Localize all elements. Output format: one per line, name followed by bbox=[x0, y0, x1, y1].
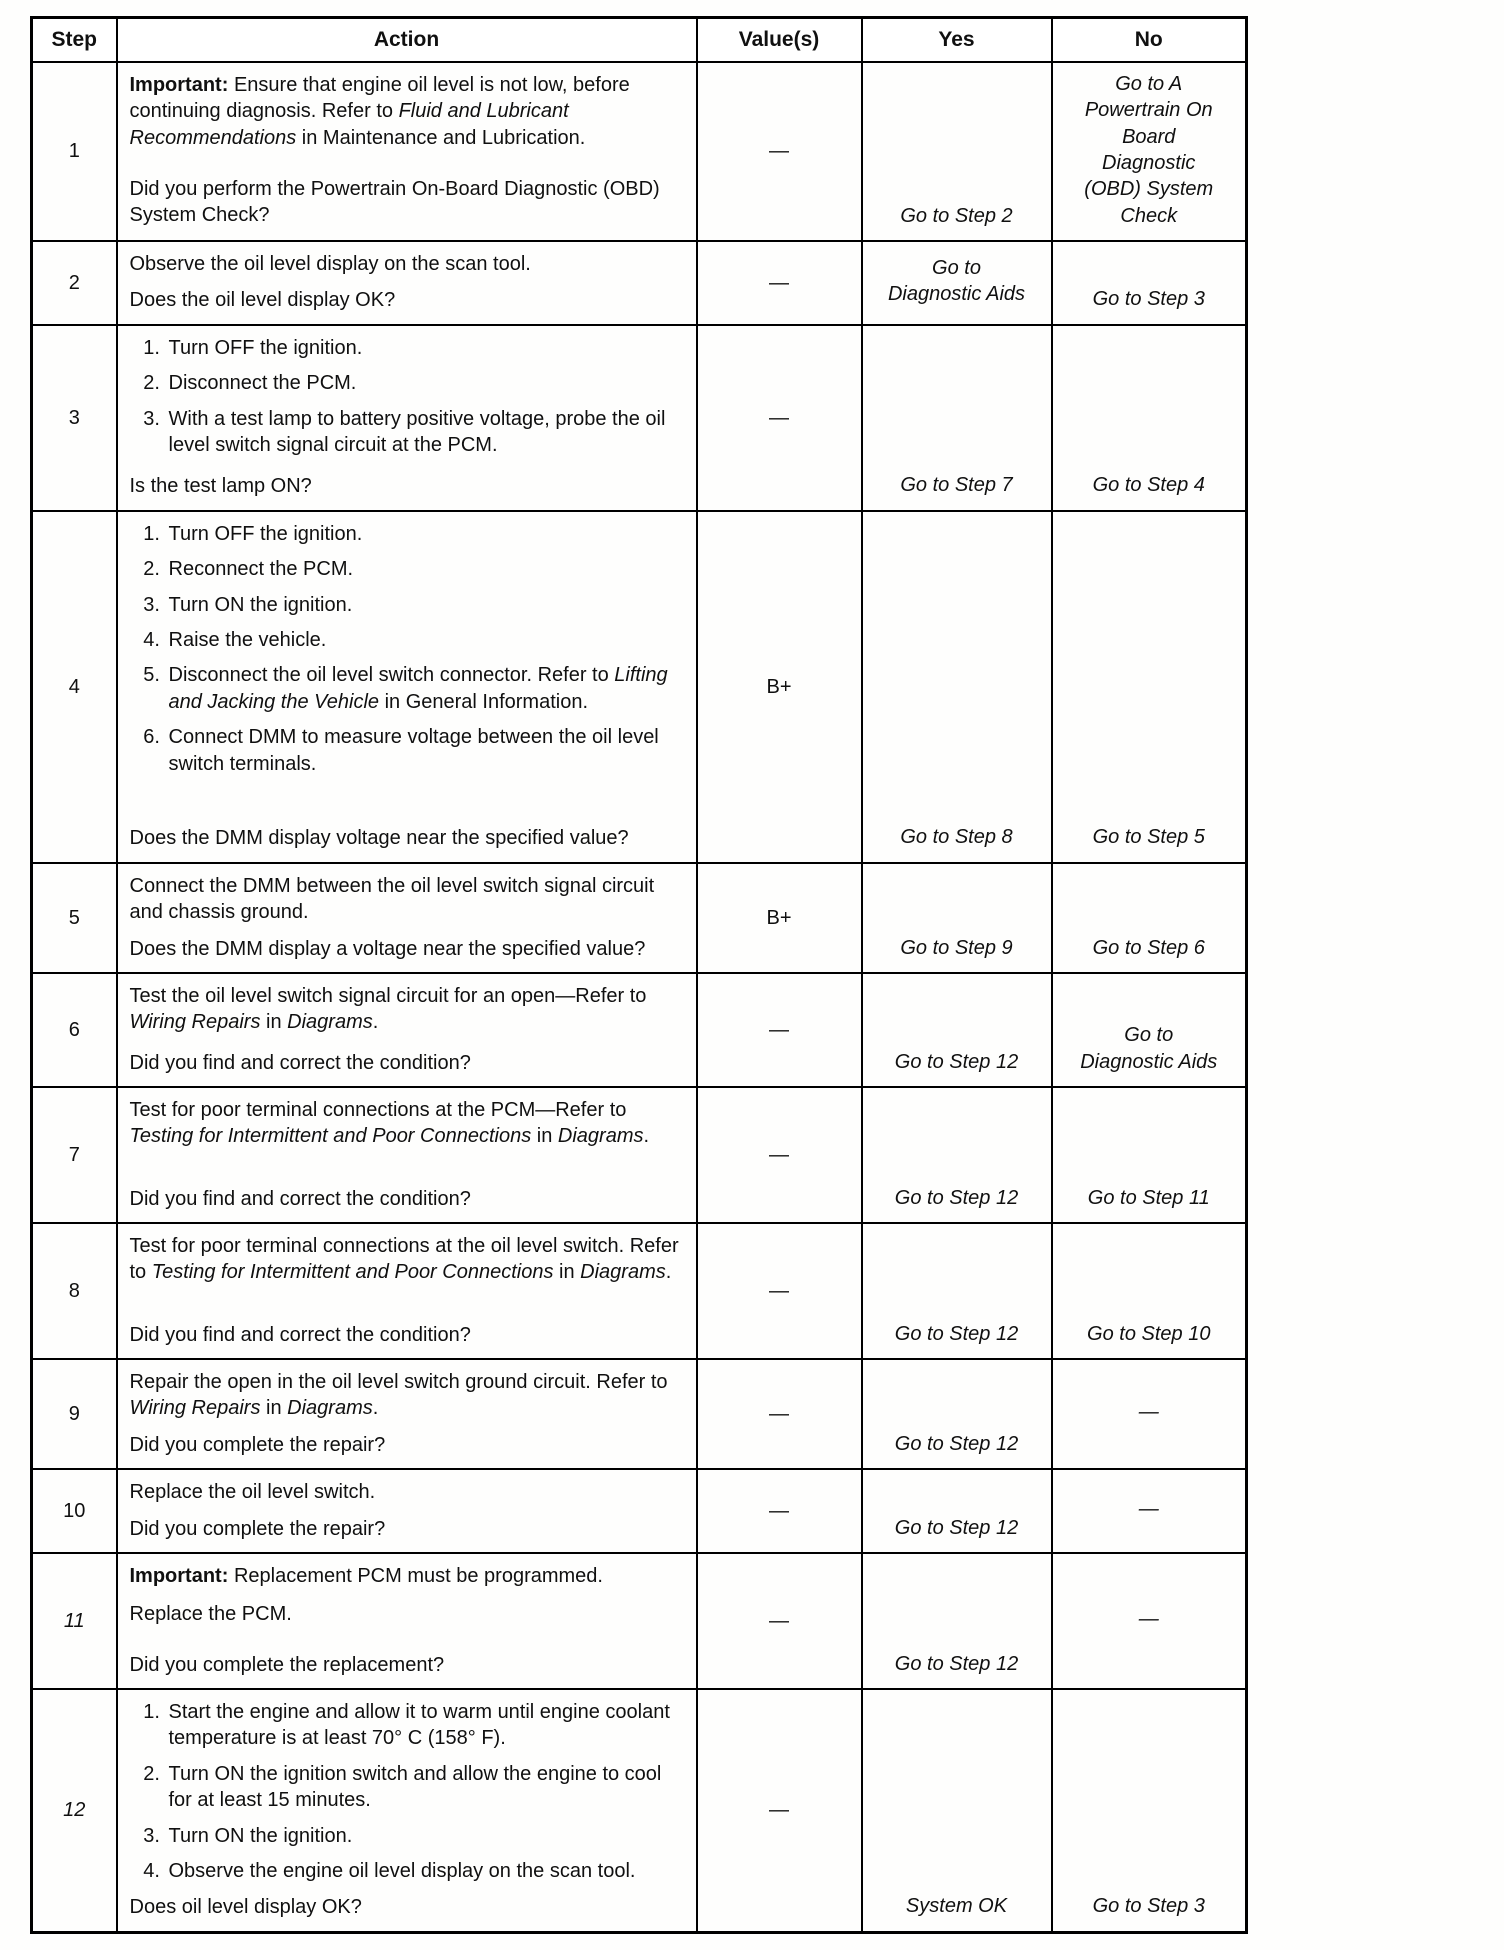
step-cell: 7 bbox=[32, 1087, 117, 1223]
step-cell: 9 bbox=[32, 1359, 117, 1469]
action-list-item: 2. Disconnect the PCM. bbox=[166, 370, 684, 396]
action-list-item: 4. Raise the vehicle. bbox=[166, 627, 684, 653]
table-row bbox=[32, 511, 1247, 863]
yes-text: Go to Diagnostic Aids bbox=[887, 257, 1026, 306]
no-cell: Go to Step 3 bbox=[1052, 1689, 1247, 1932]
no-cell: Go to Step 11 bbox=[1052, 1087, 1247, 1223]
yes-cell: Go to Step 8 bbox=[862, 511, 1052, 863]
col-header-no: No bbox=[1052, 18, 1247, 62]
action-list-item: 1. Start the engine and allow it to warm until engine coolant temperature is at least 70° C (158° F). bbox=[166, 1699, 684, 1752]
step-cell: 6 bbox=[32, 973, 117, 1087]
no-cell: Go to Step 5 bbox=[1052, 511, 1247, 863]
action-text-segment: . bbox=[665, 1261, 672, 1284]
italic-reference: Fluid and Lubricant Recommendations bbox=[129, 100, 569, 149]
table-row bbox=[32, 241, 1247, 325]
value-cell: — bbox=[697, 973, 862, 1087]
question-text: Is the test lamp ON? bbox=[129, 475, 312, 498]
yes-cell: Go to Step 2 bbox=[862, 62, 1052, 241]
question-text: Did you complete the replacement? bbox=[129, 1653, 445, 1676]
yes-cell: Go to Step 12 bbox=[862, 1087, 1052, 1223]
table-row bbox=[32, 973, 1247, 1087]
no-cell: Go to Step 3 bbox=[1052, 241, 1247, 325]
action-cell bbox=[117, 1469, 697, 1553]
yes-cell: Go to Step 12 bbox=[862, 1553, 1052, 1689]
action-cell bbox=[117, 325, 697, 511]
table-row bbox=[32, 1689, 1247, 1932]
action-text: Observe the oil level display on the scan tool. bbox=[129, 253, 531, 276]
table-row bbox=[32, 1553, 1247, 1689]
action-cell bbox=[117, 1689, 697, 1932]
action-cell bbox=[117, 1553, 697, 1689]
italic-reference: Diagrams bbox=[287, 1397, 373, 1420]
value-cell: — bbox=[697, 1223, 862, 1359]
italic-reference: Testing for Intermittent and Poor Connections bbox=[129, 1125, 532, 1148]
no-cell: Go to Step 4 bbox=[1052, 325, 1247, 511]
table-row bbox=[32, 1223, 1247, 1359]
value-cell: — bbox=[697, 62, 862, 241]
action-cell bbox=[117, 973, 697, 1087]
action-text-segment: in Maintenance and Lubrication. bbox=[296, 126, 586, 149]
action-list-item: 2. Reconnect the PCM. bbox=[166, 556, 684, 582]
no-cell: Go to Step 10 bbox=[1052, 1223, 1247, 1359]
action-text-segment: Test for poor terminal connections at the oil level switch. Refer to bbox=[129, 1235, 679, 1284]
table-row bbox=[32, 1469, 1247, 1553]
value-cell: — bbox=[697, 1689, 862, 1932]
table-row bbox=[32, 1359, 1247, 1469]
value-cell: — bbox=[697, 1359, 862, 1469]
question-text: Does the DMM display a voltage near the specified value? bbox=[129, 937, 646, 960]
no-cell: — bbox=[1052, 1469, 1247, 1553]
question-text: Did you find and correct the condition? bbox=[129, 1051, 471, 1074]
italic-reference: Wiring Repairs bbox=[129, 1397, 261, 1420]
action-text-segment: Test for poor terminal connections at the PCM—Refer to bbox=[129, 1099, 627, 1122]
action-text-segment: in General Information. bbox=[379, 690, 589, 713]
yes-cell: Go to Step 7 bbox=[862, 325, 1052, 511]
yes-cell: System OK bbox=[862, 1689, 1052, 1932]
action-text bbox=[130, 1369, 684, 1422]
action-text bbox=[130, 1233, 684, 1286]
step-cell: 3 bbox=[32, 325, 117, 511]
no-cell bbox=[1052, 62, 1247, 241]
yes-cell: Go to Step 12 bbox=[862, 1223, 1052, 1359]
no-cell: Go to Step 6 bbox=[1052, 863, 1247, 973]
no-cell: — bbox=[1052, 1359, 1247, 1469]
question-text: Does the DMM display voltage near the specified value? bbox=[129, 827, 629, 850]
action-list-item: 3. Turn ON the ignition. bbox=[166, 1823, 684, 1849]
action-text: Replace the oil level switch. bbox=[129, 1481, 376, 1504]
no-text: Go to A Powertrain On Board Diagnostic (OBD) System Check bbox=[1084, 72, 1214, 227]
value-cell: B+ bbox=[697, 511, 862, 863]
action-list-item bbox=[166, 662, 684, 715]
table-header-row bbox=[32, 18, 1247, 62]
question-text: Did you find and correct the condition? bbox=[129, 1323, 471, 1346]
action-text-segment: in bbox=[260, 1397, 288, 1420]
important-label: Important: bbox=[129, 73, 229, 96]
action-text: Connect the DMM between the oil level switch signal circuit and chassis ground. bbox=[129, 874, 655, 924]
no-cell bbox=[1052, 973, 1247, 1087]
value-cell: — bbox=[697, 325, 862, 511]
yes-cell: Go to Step 12 bbox=[862, 973, 1052, 1087]
diagnostic-table bbox=[30, 16, 1248, 1934]
action-list-item: 6. Connect DMM to measure voltage between the oil level switch terminals. bbox=[166, 724, 684, 777]
no-cell: — bbox=[1052, 1553, 1247, 1689]
italic-reference: Diagrams bbox=[580, 1261, 666, 1284]
value-cell: B+ bbox=[697, 863, 862, 973]
action-list-item: 4. Observe the engine oil level display on the scan tool. bbox=[166, 1858, 684, 1884]
step-cell: 12 bbox=[32, 1689, 117, 1932]
step-cell: 5 bbox=[32, 863, 117, 973]
action-cell bbox=[117, 62, 697, 241]
table-row bbox=[32, 863, 1247, 973]
value-cell: — bbox=[697, 1087, 862, 1223]
table-row bbox=[32, 62, 1247, 241]
yes-cell bbox=[862, 241, 1052, 325]
action-text bbox=[130, 983, 684, 1036]
action-text-segment: . bbox=[372, 1011, 379, 1034]
yes-cell: Go to Step 12 bbox=[862, 1469, 1052, 1553]
action-text: Replace the PCM. bbox=[129, 1603, 292, 1626]
no-text: Go to Diagnostic Aids bbox=[1080, 1024, 1218, 1073]
action-text-segment: Test the oil level switch signal circuit for an open—Refer to bbox=[129, 985, 647, 1008]
action-list bbox=[130, 521, 684, 777]
value-cell: — bbox=[697, 1553, 862, 1689]
action-cell bbox=[117, 1359, 697, 1469]
col-header-action: Action bbox=[117, 18, 697, 62]
col-header-values: Value(s) bbox=[697, 18, 862, 62]
yes-cell: Go to Step 9 bbox=[862, 863, 1052, 973]
question-text: Does oil level display OK? bbox=[129, 1896, 362, 1919]
italic-reference: Diagrams bbox=[287, 1011, 373, 1034]
question-text: Did you perform the Powertrain On-Board Diagnostic (OBD) System Check? bbox=[129, 177, 660, 227]
action-text-segment: Ensure that engine oil level is not low, before continuing diagnosis. Refer to bbox=[129, 73, 630, 123]
action-text-segment: in bbox=[553, 1261, 581, 1284]
step-cell: 10 bbox=[32, 1469, 117, 1553]
col-header-step: Step bbox=[32, 18, 117, 62]
action-text-segment: . bbox=[643, 1125, 650, 1148]
action-text bbox=[130, 1563, 684, 1589]
question-text: Did you complete the repair? bbox=[129, 1433, 386, 1456]
yes-cell: Go to Step 12 bbox=[862, 1359, 1052, 1469]
table-row bbox=[32, 1087, 1247, 1223]
action-list-item: 1. Turn OFF the ignition. bbox=[166, 521, 684, 547]
value-cell: — bbox=[697, 1469, 862, 1553]
value-cell: — bbox=[697, 241, 862, 325]
action-text bbox=[130, 72, 684, 151]
step-cell: 2 bbox=[32, 241, 117, 325]
question-text: Did you complete the repair? bbox=[129, 1517, 386, 1540]
italic-reference: Diagrams bbox=[557, 1125, 644, 1148]
action-list-item: 2. Turn ON the ignition switch and allow the engine to cool for at least 15 minutes. bbox=[166, 1761, 684, 1814]
action-text-segment: Repair the open in the oil level switch ground circuit. Refer to bbox=[129, 1371, 668, 1394]
question-text: Did you find and correct the condition? bbox=[129, 1187, 471, 1210]
action-text-segment: Replacement PCM must be programmed. bbox=[228, 1564, 603, 1587]
step-cell: 4 bbox=[32, 511, 117, 863]
action-list bbox=[130, 1699, 684, 1884]
italic-reference: Testing for Intermittent and Poor Connections bbox=[151, 1261, 554, 1284]
action-cell bbox=[117, 1223, 697, 1359]
action-list-item: 3. Turn ON the ignition. bbox=[166, 592, 684, 618]
step-cell: 1 bbox=[32, 62, 117, 241]
action-list bbox=[130, 335, 684, 459]
col-header-yes: Yes bbox=[862, 18, 1052, 62]
action-cell bbox=[117, 863, 697, 973]
question-text: Does the oil level display OK? bbox=[129, 289, 396, 312]
action-text bbox=[130, 1097, 684, 1150]
step-cell: 11 bbox=[32, 1553, 117, 1689]
action-text-segment: in bbox=[260, 1011, 288, 1034]
italic-reference: Lifting and Jacking the Vehicle bbox=[168, 664, 668, 713]
step-cell: 8 bbox=[32, 1223, 117, 1359]
action-text-segment: in bbox=[531, 1125, 558, 1148]
table-row bbox=[32, 325, 1247, 511]
action-list-item: 1. Turn OFF the ignition. bbox=[166, 335, 684, 361]
action-text-segment: Disconnect the oil level switch connector. Refer to bbox=[168, 664, 615, 687]
action-cell bbox=[117, 241, 697, 325]
action-text-segment: . bbox=[372, 1397, 379, 1420]
action-cell bbox=[117, 1087, 697, 1223]
action-cell bbox=[117, 511, 697, 863]
italic-reference: Wiring Repairs bbox=[129, 1011, 261, 1034]
action-list-item: 3. With a test lamp to battery positive voltage, probe the oil level switch signal circuit at the PCM. bbox=[166, 406, 684, 459]
important-label: Important: bbox=[129, 1564, 229, 1587]
